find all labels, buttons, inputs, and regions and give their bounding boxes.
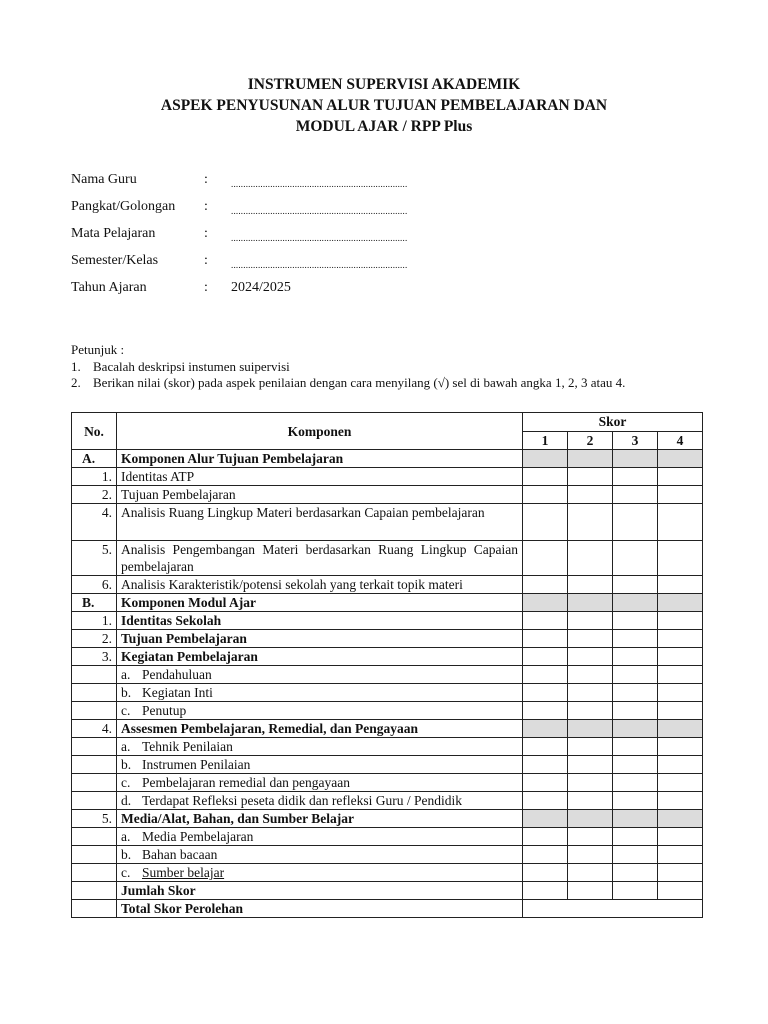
row-no: 2. [72, 630, 117, 648]
header-score-3: 3 [613, 431, 658, 450]
score-cell[interactable] [568, 468, 613, 486]
score-cell[interactable] [523, 828, 568, 846]
table-row [72, 486, 703, 504]
table-row [72, 666, 703, 684]
score-cell[interactable] [568, 882, 613, 900]
table-row [72, 504, 703, 541]
table-row [72, 541, 703, 576]
score-cell[interactable] [523, 774, 568, 792]
instruction-item [71, 375, 625, 392]
table-row [72, 738, 703, 756]
row-no [72, 828, 117, 846]
row-label: Kegiatan Pembelajaran [117, 648, 523, 666]
row-no [72, 756, 117, 774]
item-text: Media Pembelajaran [142, 829, 254, 844]
info-colon: : [204, 199, 208, 214]
total-row [72, 900, 703, 918]
score-cell[interactable] [613, 504, 658, 541]
info-value: ........................................................................ [231, 233, 408, 243]
score-cell[interactable] [613, 738, 658, 756]
instruction-number: 1. [71, 358, 81, 374]
score-cell[interactable] [523, 756, 568, 774]
score-cell[interactable] [658, 630, 703, 648]
score-cell[interactable] [613, 756, 658, 774]
score-cell [523, 720, 568, 738]
score-cell[interactable] [523, 486, 568, 504]
supervision-table [71, 412, 703, 918]
score-cell[interactable] [568, 504, 613, 541]
score-cell[interactable] [613, 684, 658, 702]
item-letter: b. [121, 847, 132, 862]
row-no: B. [72, 594, 117, 612]
score-cell[interactable] [568, 756, 613, 774]
section-label: Komponen Alur Tujuan Pembelajaran [117, 450, 523, 468]
row-label: Identitas ATP [117, 468, 523, 486]
info-value: ........................................................................ [231, 260, 408, 270]
jumlah-row [72, 882, 703, 900]
row-no: 5. [72, 541, 117, 576]
score-cell[interactable] [568, 702, 613, 720]
row-label [117, 738, 523, 756]
instructions-heading: Petunjuk : [71, 342, 125, 357]
row-no [72, 864, 117, 882]
score-cell[interactable] [658, 684, 703, 702]
section-row-a [72, 450, 703, 468]
score-cell[interactable] [658, 702, 703, 720]
score-cell[interactable] [568, 486, 613, 504]
row-label: Tujuan Pembelajaran [117, 630, 523, 648]
item-text: Sumber belajar [142, 865, 225, 880]
row-no: 1. [72, 612, 117, 630]
item-text: Kegiatan Inti [142, 685, 213, 700]
row-no: 4. [72, 720, 117, 738]
score-cell [568, 450, 613, 468]
item-text: Pendahuluan [142, 667, 212, 682]
row-no: 3. [72, 648, 117, 666]
score-cell [568, 594, 613, 612]
score-cell[interactable] [658, 828, 703, 846]
score-cell[interactable] [523, 648, 568, 666]
row-label: Analisis Karakteristik/potensi sekolah yang terkait topik materi [117, 576, 523, 594]
item-letter: c. [121, 703, 131, 718]
score-cell [613, 810, 658, 828]
table-row [72, 684, 703, 702]
score-cell[interactable] [613, 468, 658, 486]
score-cell[interactable] [613, 666, 658, 684]
table-row [72, 702, 703, 720]
title-line-1: INSTRUMEN SUPERVISI AKADEMIK [247, 76, 521, 93]
table-row [72, 576, 703, 594]
row-no: 1. [72, 468, 117, 486]
table-row [72, 846, 703, 864]
table-row [72, 612, 703, 630]
score-cell[interactable] [523, 541, 568, 576]
score-cell [523, 810, 568, 828]
row-label [117, 828, 523, 846]
score-cell [613, 450, 658, 468]
score-cell[interactable] [568, 648, 613, 666]
score-cell[interactable] [523, 666, 568, 684]
info-colon: : [204, 172, 208, 187]
score-cell[interactable] [523, 864, 568, 882]
header-score-1: 1 [523, 431, 568, 450]
score-cell[interactable] [613, 792, 658, 810]
score-cell [523, 594, 568, 612]
item-text: Pembelajaran remedial dan pengayaan [142, 775, 351, 790]
item-text: Terdapat Refleksi peseta didik dan refleksi Guru / Pendidik [142, 793, 462, 808]
score-cell [568, 720, 613, 738]
row-label [117, 846, 523, 864]
row-label [117, 864, 523, 882]
score-cell[interactable] [613, 648, 658, 666]
table-row [72, 774, 703, 792]
item-text: Tehnik Penilaian [142, 739, 233, 754]
score-cell[interactable] [613, 612, 658, 630]
row-no: A. [72, 450, 117, 468]
score-cell[interactable] [658, 612, 703, 630]
score-cell[interactable] [613, 541, 658, 576]
score-cell[interactable] [523, 468, 568, 486]
score-cell[interactable] [658, 792, 703, 810]
table-row [72, 828, 703, 846]
info-label: Mata Pelajaran [71, 226, 156, 241]
score-cell[interactable] [568, 612, 613, 630]
header-no: No. [72, 413, 117, 450]
total-score-cell[interactable] [523, 900, 703, 918]
score-cell[interactable] [658, 576, 703, 594]
score-cell[interactable] [613, 630, 658, 648]
score-cell[interactable] [568, 666, 613, 684]
row-label: Tujuan Pembelajaran [117, 486, 523, 504]
item-text: Penutup [142, 703, 187, 718]
score-cell [658, 594, 703, 612]
score-cell[interactable] [613, 882, 658, 900]
score-cell[interactable] [568, 541, 613, 576]
row-label [117, 684, 523, 702]
item-letter: b. [121, 757, 132, 772]
info-value: 2024/2025 [231, 280, 291, 295]
score-cell[interactable] [658, 756, 703, 774]
score-cell [568, 810, 613, 828]
table-row [72, 810, 703, 828]
table-header-row [72, 413, 703, 432]
score-cell[interactable] [523, 612, 568, 630]
score-cell[interactable] [658, 468, 703, 486]
row-label: Analisis Pengembangan Materi berdasarkan Ruang Lingkup Capaian pembelajaran [117, 541, 523, 576]
row-no [72, 666, 117, 684]
row-no [72, 882, 117, 900]
score-cell[interactable] [523, 504, 568, 541]
row-no: 2. [72, 486, 117, 504]
item-letter: a. [121, 829, 131, 844]
score-cell[interactable] [523, 684, 568, 702]
score-cell[interactable] [658, 486, 703, 504]
total-label: Total Skor Perolehan [117, 900, 523, 918]
row-no: 6. [72, 576, 117, 594]
row-no [72, 792, 117, 810]
section-row-b [72, 594, 703, 612]
score-cell[interactable] [568, 684, 613, 702]
info-colon: : [204, 226, 208, 241]
item-letter: c. [121, 865, 131, 880]
header-score-4: 4 [658, 431, 703, 450]
instruction-text: Bacalah deskripsi instumen suipervisi [93, 358, 290, 374]
title-line-3: MODUL AJAR / RPP Plus [295, 118, 473, 135]
row-label [117, 792, 523, 810]
instruction-text: Berikan nilai (skor) pada aspek penilaian dengan cara menyilang (√) sel di bawah angka 1, 2, 3 atau 4. [93, 375, 626, 390]
table-row [72, 648, 703, 666]
score-cell[interactable] [613, 828, 658, 846]
score-cell[interactable] [568, 792, 613, 810]
score-cell[interactable] [658, 648, 703, 666]
score-cell[interactable] [613, 576, 658, 594]
table-row [72, 630, 703, 648]
item-text: Bahan bacaan [142, 847, 218, 862]
score-cell[interactable] [613, 774, 658, 792]
section-label: Komponen Modul Ajar [117, 594, 523, 612]
row-no [72, 738, 117, 756]
score-cell[interactable] [658, 504, 703, 541]
row-label: Assesmen Pembelajaran, Remedial, dan Pengayaan [117, 720, 523, 738]
item-letter: c. [121, 775, 131, 790]
row-no [72, 846, 117, 864]
score-cell[interactable] [523, 576, 568, 594]
table-row [72, 756, 703, 774]
score-cell [523, 450, 568, 468]
score-cell[interactable] [523, 702, 568, 720]
info-label: Tahun Ajaran [71, 280, 147, 295]
score-cell[interactable] [523, 738, 568, 756]
info-label: Semester/Kelas [71, 253, 159, 268]
score-cell [658, 810, 703, 828]
row-label: Analisis Ruang Lingkup Materi berdasarkan Capaian pembelajaran [117, 504, 523, 541]
score-cell[interactable] [568, 738, 613, 756]
score-cell[interactable] [568, 576, 613, 594]
table-row [72, 468, 703, 486]
row-label [117, 666, 523, 684]
title-line-2: ASPEK PENYUSUNAN ALUR TUJUAN PEMBELAJARAN DAN [160, 97, 608, 114]
score-cell[interactable] [523, 882, 568, 900]
instruction-number: 2. [71, 375, 81, 390]
document-title [0, 74, 768, 137]
jumlah-label: Jumlah Skor [117, 882, 523, 900]
header-komponen: Komponen [117, 413, 523, 450]
info-value: ........................................................................ [231, 206, 408, 216]
score-cell[interactable] [523, 792, 568, 810]
score-cell[interactable] [568, 864, 613, 882]
item-letter: d. [121, 793, 132, 808]
score-cell[interactable] [523, 630, 568, 648]
score-cell[interactable] [658, 846, 703, 864]
header-score-2: 2 [568, 431, 613, 450]
score-cell[interactable] [523, 846, 568, 864]
score-cell[interactable] [658, 864, 703, 882]
row-no [72, 684, 117, 702]
info-colon: : [204, 253, 208, 268]
item-letter: a. [121, 739, 131, 754]
score-cell [658, 720, 703, 738]
row-no [72, 702, 117, 720]
info-label: Pangkat/Golongan [71, 199, 176, 214]
score-cell[interactable] [613, 864, 658, 882]
instruction-item [71, 359, 625, 376]
info-value: ........................................................................ [231, 179, 408, 189]
score-cell[interactable] [658, 666, 703, 684]
row-label: Identitas Sekolah [117, 612, 523, 630]
info-colon: : [204, 280, 208, 295]
score-cell[interactable] [568, 846, 613, 864]
row-no [72, 900, 117, 918]
score-cell[interactable] [658, 541, 703, 576]
score-cell [613, 594, 658, 612]
row-label [117, 774, 523, 792]
score-cell[interactable] [613, 702, 658, 720]
instructions [71, 342, 625, 392]
row-label: Media/Alat, Bahan, dan Sumber Belajar [117, 810, 523, 828]
row-no: 4. [72, 504, 117, 541]
score-cell[interactable] [613, 846, 658, 864]
score-cell[interactable] [658, 738, 703, 756]
score-cell[interactable] [568, 774, 613, 792]
table-row [72, 864, 703, 882]
item-letter: a. [121, 667, 131, 682]
item-letter: b. [121, 685, 132, 700]
item-text: Instrumen Penilaian [142, 757, 251, 772]
row-label [117, 702, 523, 720]
table-row [72, 792, 703, 810]
score-cell [658, 450, 703, 468]
score-cell[interactable] [658, 774, 703, 792]
score-cell[interactable] [658, 882, 703, 900]
row-no [72, 774, 117, 792]
score-cell [613, 720, 658, 738]
score-cell[interactable] [613, 486, 658, 504]
score-cell[interactable] [568, 828, 613, 846]
header-skor: Skor [523, 413, 703, 432]
score-cell[interactable] [568, 630, 613, 648]
info-label: Nama Guru [71, 172, 137, 187]
row-no: 5. [72, 810, 117, 828]
table-row [72, 720, 703, 738]
row-label [117, 756, 523, 774]
